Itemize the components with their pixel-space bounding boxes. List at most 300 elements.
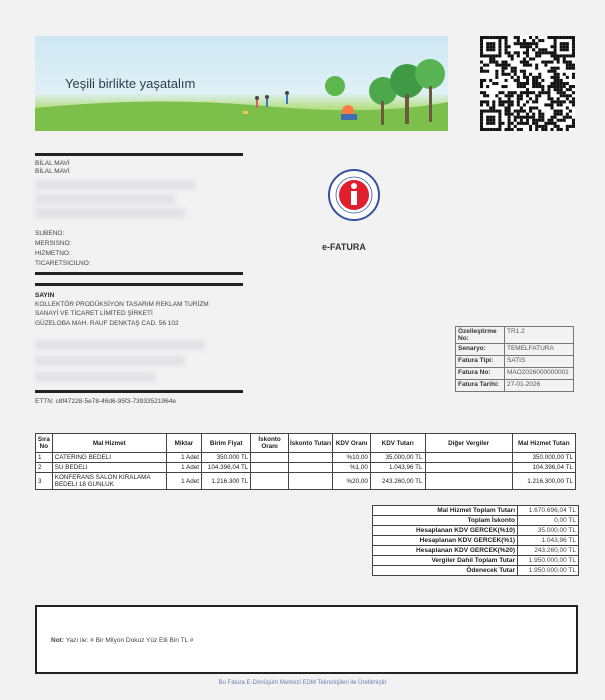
qr-module — [560, 82, 563, 85]
qr-finder-module — [498, 116, 501, 119]
qr-module — [569, 67, 572, 70]
qr-module — [566, 94, 569, 97]
qr-module — [532, 113, 535, 116]
info-value: MAO2026000000001 — [505, 368, 574, 380]
qr-finder-module — [492, 42, 495, 45]
qr-module — [505, 67, 508, 70]
qr-module — [501, 73, 504, 76]
qr-module — [541, 128, 544, 131]
qr-module — [554, 79, 557, 82]
qr-module — [526, 116, 529, 119]
qr-module — [560, 110, 563, 113]
qr-module — [526, 88, 529, 91]
totals-table — [372, 505, 579, 576]
qr-module — [501, 70, 504, 73]
qr-module — [508, 45, 511, 48]
qr-module — [517, 76, 520, 79]
item-total: 350.000,00 TL — [512, 453, 575, 463]
qr-finder-module — [572, 45, 575, 48]
qr-finder-module — [483, 128, 486, 131]
qr-module — [541, 79, 544, 82]
qr-finder-module — [498, 54, 501, 57]
qr-module — [517, 36, 520, 39]
qr-module — [544, 48, 547, 51]
qr-finder-module — [557, 54, 560, 57]
qr-module — [550, 45, 553, 48]
qr-module — [566, 128, 569, 131]
qr-module — [486, 103, 489, 106]
qr-module — [554, 116, 557, 119]
qr-module — [523, 73, 526, 76]
redacted-text — [35, 372, 155, 382]
qr-module — [517, 54, 520, 57]
qr-module — [538, 91, 541, 94]
sender-field: SUBENO: — [35, 230, 65, 237]
qr-module — [514, 110, 517, 113]
qr-module — [508, 110, 511, 113]
qr-module — [514, 79, 517, 82]
qr-module — [495, 76, 498, 79]
qr-module — [557, 128, 560, 131]
qr-module — [520, 70, 523, 73]
qr-module — [547, 88, 550, 91]
divider — [35, 272, 243, 275]
qr-finder-module — [498, 125, 501, 128]
qr-module — [480, 70, 483, 73]
qr-finder-module — [498, 48, 501, 51]
qr-module — [508, 128, 511, 131]
qr-finder-module — [563, 54, 566, 57]
items-header: Birim Fiyat — [202, 434, 251, 453]
qr-finder-module — [489, 116, 492, 119]
qr-module — [572, 91, 575, 94]
qr-module — [526, 113, 529, 116]
qr-module — [517, 82, 520, 85]
qr-module — [520, 122, 523, 125]
qr-module — [498, 103, 501, 106]
total-value: 1.670.696,04 TL — [518, 506, 579, 516]
qr-finder-module — [572, 36, 575, 39]
qr-module — [554, 73, 557, 76]
qr-module — [486, 100, 489, 103]
qr-module — [517, 113, 520, 116]
sender-field: TICARETSICILNO: — [35, 260, 91, 267]
info-key: Özelleştirme No: — [456, 327, 505, 344]
sender-name: BİLAL MAVİ — [35, 160, 70, 167]
qr-module — [550, 67, 553, 70]
item-qty: 1 Adet — [166, 453, 201, 463]
gib-seal-icon — [327, 168, 381, 222]
qr-module — [560, 94, 563, 97]
qr-module — [569, 94, 572, 97]
qr-finder-module — [563, 45, 566, 48]
qr-module — [523, 82, 526, 85]
qr-module — [538, 113, 541, 116]
qr-module — [550, 70, 553, 73]
qr-finder-module — [498, 128, 501, 131]
qr-module — [541, 61, 544, 64]
qr-module — [520, 82, 523, 85]
qr-finder-module — [480, 122, 483, 125]
items-header: Mal Hizmet — [52, 434, 166, 453]
qr-finder-module — [566, 45, 569, 48]
qr-finder-module — [489, 54, 492, 57]
qr-finder-module — [480, 119, 483, 122]
qr-module — [489, 61, 492, 64]
note-content: Yazı ile: # Bir Milyon Dokuz Yüz Elli Bin TL # — [65, 637, 194, 644]
qr-module — [520, 45, 523, 48]
item-vat-rate: %20,00 — [333, 473, 371, 490]
qr-module — [508, 51, 511, 54]
qr-finder-module — [480, 125, 483, 128]
qr-module — [514, 67, 517, 70]
info-key: Fatura No: — [456, 368, 505, 380]
qr-finder-module — [560, 42, 563, 45]
total-row — [373, 516, 579, 526]
redacted-text — [35, 194, 175, 204]
items-header: Mal Hizmet Tutarı — [512, 434, 575, 453]
qr-finder-module — [489, 36, 492, 39]
qr-module — [569, 88, 572, 91]
qr-module — [523, 76, 526, 79]
item-other — [425, 463, 512, 473]
qr-module — [572, 125, 575, 128]
qr-module — [547, 122, 550, 125]
qr-module — [535, 106, 538, 109]
qr-finder-module — [489, 122, 492, 125]
qr-module — [554, 82, 557, 85]
qr-module — [538, 110, 541, 113]
qr-module — [505, 64, 508, 67]
item-qty: 1 Adet — [166, 463, 201, 473]
total-value: 1.950.000,00 TL — [518, 556, 579, 566]
info-key: Senaryo: — [456, 344, 505, 356]
sender-name-2: BİLAL MAVİ — [35, 168, 70, 175]
qr-module — [505, 128, 508, 131]
qr-module — [492, 100, 495, 103]
qr-module — [557, 100, 560, 103]
qr-module — [535, 45, 538, 48]
qr-module — [566, 125, 569, 128]
qr-module — [550, 119, 553, 122]
qr-module — [547, 51, 550, 54]
item-other — [425, 473, 512, 490]
qr-module — [505, 39, 508, 42]
qr-module — [480, 82, 483, 85]
qr-module — [550, 122, 553, 125]
qr-finder-module — [554, 51, 557, 54]
qr-module — [520, 61, 523, 64]
qr-module — [526, 61, 529, 64]
qr-module — [532, 122, 535, 125]
item-name: KONFERANS SALON KIRALAMA BEDELI 18 GUNLUK — [52, 473, 166, 490]
qr-module — [557, 103, 560, 106]
qr-module — [535, 51, 538, 54]
qr-module — [501, 91, 504, 94]
qr-module — [557, 119, 560, 122]
qr-module — [529, 106, 532, 109]
qr-module — [563, 91, 566, 94]
qr-module — [511, 67, 514, 70]
qr-module — [501, 61, 504, 64]
qr-module — [554, 125, 557, 128]
qr-module — [526, 91, 529, 94]
divider — [35, 153, 243, 156]
qr-module — [511, 128, 514, 131]
qr-module — [517, 85, 520, 88]
item-vat-rate: %1,00 — [333, 463, 371, 473]
items-header: KDV Oranı — [333, 434, 371, 453]
qr-module — [538, 39, 541, 42]
qr-module — [532, 39, 535, 42]
qr-module — [514, 70, 517, 73]
qr-module — [544, 91, 547, 94]
qr-module — [523, 70, 526, 73]
qr-module — [526, 64, 529, 67]
redacted-text — [35, 356, 185, 366]
qr-module — [541, 88, 544, 91]
qr-module — [554, 122, 557, 125]
qr-module — [532, 85, 535, 88]
qr-finder-module — [480, 110, 483, 113]
qr-module — [535, 79, 538, 82]
item-disc-rate — [251, 463, 288, 473]
qr-module — [501, 67, 504, 70]
total-label: Vergiler Dahil Toplam Tutar — [373, 556, 518, 566]
qr-module — [563, 73, 566, 76]
qr-module — [554, 70, 557, 73]
item-no: 1 — [36, 453, 53, 463]
qr-module — [517, 100, 520, 103]
qr-module — [563, 116, 566, 119]
qr-module — [511, 70, 514, 73]
items-table — [35, 433, 576, 490]
qr-finder-module — [492, 110, 495, 113]
item-disc-rate — [251, 453, 288, 463]
item-qty: 1 Adet — [166, 473, 201, 490]
qr-finder-module — [563, 42, 566, 45]
qr-module — [563, 100, 566, 103]
qr-module — [489, 57, 492, 60]
qr-module — [572, 76, 575, 79]
qr-module — [523, 116, 526, 119]
qr-module — [508, 100, 511, 103]
qr-finder-module — [572, 54, 575, 57]
qr-module — [495, 70, 498, 73]
qr-module — [517, 110, 520, 113]
qr-module — [547, 97, 550, 100]
qr-module — [560, 91, 563, 94]
info-row — [456, 344, 574, 356]
qr-module — [529, 36, 532, 39]
qr-module — [514, 51, 517, 54]
qr-module — [520, 116, 523, 119]
qr-module — [520, 94, 523, 97]
ettn: ETTN: c8f47228-5e78-46d6-95f3-73933521964e — [35, 398, 176, 405]
qr-module — [489, 79, 492, 82]
qr-finder-module — [498, 51, 501, 54]
qr-module — [566, 97, 569, 100]
qr-module — [569, 110, 572, 113]
qr-finder-module — [495, 54, 498, 57]
qr-module — [538, 73, 541, 76]
qr-module — [495, 73, 498, 76]
qr-module — [538, 48, 541, 51]
qr-module — [520, 91, 523, 94]
qr-module — [532, 91, 535, 94]
qr-finder-module — [498, 45, 501, 48]
qr-module — [541, 91, 544, 94]
qr-module — [517, 116, 520, 119]
qr-module — [486, 94, 489, 97]
qr-module — [526, 45, 529, 48]
qr-module — [480, 100, 483, 103]
qr-module — [557, 91, 560, 94]
qr-module — [511, 91, 514, 94]
qr-module — [535, 94, 538, 97]
qr-module — [501, 64, 504, 67]
item-disc-rate — [251, 473, 288, 490]
total-label: Ödenecek Tutar — [373, 566, 518, 576]
qr-module — [557, 85, 560, 88]
qr-module — [505, 48, 508, 51]
qr-module — [569, 100, 572, 103]
qr-module — [501, 100, 504, 103]
item-no: 3 — [36, 473, 53, 490]
info-row — [456, 356, 574, 368]
qr-finder-module — [554, 42, 557, 45]
qr-module — [566, 113, 569, 116]
qr-module — [566, 106, 569, 109]
qr-module — [554, 100, 557, 103]
qr-module — [523, 64, 526, 67]
qr-module — [563, 57, 566, 60]
sender-field: MERSISNO: — [35, 240, 72, 247]
qr-finder-module — [566, 48, 569, 51]
item-vat-amt: 35.000,00 TL — [370, 453, 425, 463]
qr-module — [560, 113, 563, 116]
qr-module — [541, 119, 544, 122]
invoice-info-table — [455, 326, 574, 392]
qr-finder-module — [495, 36, 498, 39]
qr-finder-module — [492, 54, 495, 57]
qr-finder-module — [492, 45, 495, 48]
qr-module — [514, 73, 517, 76]
items-header: Sıra No — [36, 434, 53, 453]
qr-module — [486, 85, 489, 88]
qr-finder-module — [489, 110, 492, 113]
qr-module — [563, 85, 566, 88]
qr-module — [480, 61, 483, 64]
qr-module — [517, 94, 520, 97]
qr-module — [557, 110, 560, 113]
qr-finder-module — [492, 36, 495, 39]
table-row — [36, 463, 576, 473]
qr-module — [538, 119, 541, 122]
qr-module — [505, 45, 508, 48]
qr-module — [557, 97, 560, 100]
qr-module — [486, 64, 489, 67]
table-row — [36, 453, 576, 463]
qr-module — [569, 125, 572, 128]
qr-module — [529, 97, 532, 100]
qr-module — [526, 79, 529, 82]
info-value: SATIS — [505, 356, 574, 368]
qr-module — [505, 113, 508, 116]
qr-module — [520, 128, 523, 131]
qr-module — [526, 54, 529, 57]
qr-module — [569, 61, 572, 64]
qr-finder-module — [557, 36, 560, 39]
qr-module — [538, 54, 541, 57]
qr-finder-module — [486, 45, 489, 48]
qr-finder-module — [480, 39, 483, 42]
qr-module — [557, 76, 560, 79]
qr-module — [544, 51, 547, 54]
qr-module — [505, 51, 508, 54]
item-price: 350.000 TL — [202, 453, 251, 463]
qr-finder-module — [572, 39, 575, 42]
qr-module — [566, 67, 569, 70]
info-row — [456, 327, 574, 344]
qr-module — [492, 61, 495, 64]
item-vat-amt: 243.260,00 TL — [370, 473, 425, 490]
item-price: 1.216.300 TL — [202, 473, 251, 490]
qr-module — [563, 82, 566, 85]
info-value: TR1.2 — [505, 327, 574, 344]
qr-module — [523, 122, 526, 125]
qr-finder-module — [572, 48, 575, 51]
qr-finder-module — [492, 48, 495, 51]
qr-module — [541, 48, 544, 51]
qr-module — [535, 85, 538, 88]
qr-module — [550, 100, 553, 103]
qr-module — [501, 103, 504, 106]
qr-module — [517, 128, 520, 131]
qr-module — [560, 128, 563, 131]
qr-module — [547, 103, 550, 106]
qr-module — [569, 64, 572, 67]
qr-module — [569, 85, 572, 88]
qr-finder-module — [492, 119, 495, 122]
qr-module — [529, 110, 532, 113]
qr-module — [495, 64, 498, 67]
qr-finder-module — [480, 36, 483, 39]
qr-module — [538, 85, 541, 88]
qr-module — [529, 42, 532, 45]
qr-finder-module — [498, 110, 501, 113]
qr-module — [535, 54, 538, 57]
item-price: 104.396,04 TL — [202, 463, 251, 473]
qr-module — [554, 57, 557, 60]
banner-slogan: Yeşili birlikte yaşatalım — [65, 76, 196, 91]
qr-module — [511, 94, 514, 97]
total-value: 1.950.000,00 TL — [518, 566, 579, 576]
qr-module — [535, 122, 538, 125]
qr-module — [511, 122, 514, 125]
qr-module — [517, 103, 520, 106]
qr-module — [547, 119, 550, 122]
qr-module — [544, 64, 547, 67]
banner-image — [35, 36, 448, 131]
qr-finder-module — [560, 48, 563, 51]
qr-module — [517, 79, 520, 82]
qr-finder-module — [480, 116, 483, 119]
qr-module — [520, 85, 523, 88]
qr-module — [541, 51, 544, 54]
qr-finder-module — [489, 42, 492, 45]
qr-finder-module — [560, 54, 563, 57]
